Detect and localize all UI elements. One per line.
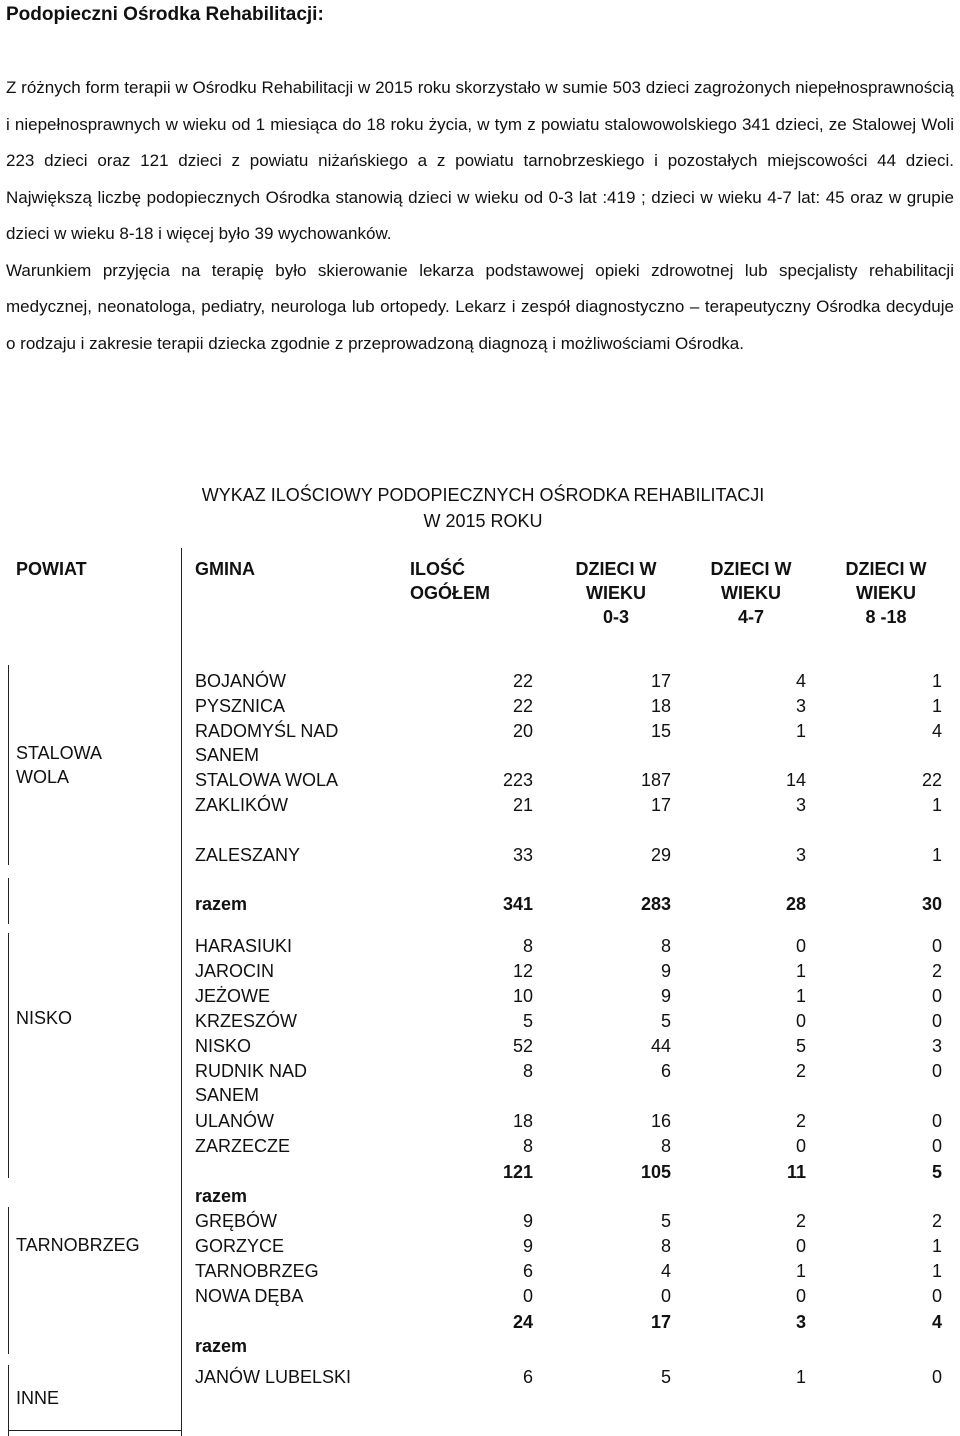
cell-age-0-3: 9 — [660, 986, 671, 1006]
cell-age-8-18: 0 — [931, 1011, 942, 1031]
header-age-0-3-line-1: DZIECI W — [575, 559, 657, 579]
cell-age-8-18: 1 — [931, 1261, 942, 1281]
cell-total: 9 — [522, 1211, 533, 1231]
header-age-0-3 — [556, 557, 676, 629]
sum-age-8-18: 4 — [931, 1312, 942, 1332]
header-age-0-3-line-3: 0-3 — [602, 607, 629, 627]
body-text — [6, 70, 954, 362]
cell-age-4-7: 1 — [795, 721, 806, 741]
sum-age-0-3: 283 — [640, 894, 671, 914]
paragraph-2: Warunkiem przyjęcia na terapię było skierowanie lekarza podstawowej opieki zdrowotnej lub specjalisty rehabilitacji medycznej, neonatologa, pediatry, neurologa lub ortopedy. Lekarz i zespół diagnostyczno – terapeutyczny Ośrodka decyduje o rodzaju i zakresie terapii dziecka zgodnie z przeprowadzoną diagnozą i możliwościami Ośrodka. — [6, 260, 954, 353]
cell-age-0-3: 9 — [660, 961, 671, 981]
bottom-border — [8, 1430, 182, 1431]
header-ilosc-line-1: ILOŚĆ — [410, 559, 466, 579]
header-age-8-18-line-2: WIEKU — [856, 583, 916, 603]
cell-total: 9 — [522, 1236, 533, 1256]
cell-age-4-7: 3 — [795, 795, 806, 815]
header-gmina: GMINA — [195, 559, 255, 579]
table-title-line-1: WYKAZ ILOŚCIOWY PODOPIECZNYCH OŚRODKA REHABILITACJI — [201, 485, 765, 505]
sum-age-8-18: 30 — [921, 894, 942, 914]
cell-age-4-7: 3 — [795, 696, 806, 716]
cell-age-8-18: 1 — [931, 696, 942, 716]
cell-total: 5 — [522, 1011, 533, 1031]
cell-age-0-3: 15 — [650, 721, 671, 741]
sum-age-0-3: 17 — [650, 1312, 671, 1332]
cell-age-0-3: 17 — [650, 795, 671, 815]
header-age-4-7-line-1: DZIECI W — [710, 559, 792, 579]
sum-label: razem — [195, 894, 248, 914]
cell-age-0-3: 44 — [650, 1036, 671, 1056]
cell-age-0-3: 17 — [650, 671, 671, 691]
cell-age-8-18: 2 — [931, 961, 942, 981]
gmina-name: ZARZECZE — [195, 1136, 291, 1156]
cell-age-0-3: 4 — [660, 1261, 671, 1281]
header-age-8-18-line-1: DZIECI W — [845, 559, 927, 579]
sum-total: 121 — [502, 1162, 533, 1182]
cell-age-8-18: 1 — [931, 795, 942, 815]
cell-age-4-7: 5 — [795, 1036, 806, 1056]
cell-age-4-7: 0 — [795, 1136, 806, 1156]
gmina-name: ZALESZANY — [195, 845, 301, 865]
gmina-name: RUDNIK NAD — [195, 1061, 308, 1081]
cell-total: 20 — [512, 721, 533, 741]
cell-age-4-7: 1 — [795, 1367, 806, 1387]
powiat-stalowa-wola — [16, 741, 181, 789]
paragraph-1: Z różnych form terapii w Ośrodku Rehabilitacji w 2015 roku skorzystało w sumie 503 dzieci zagrożonych niepełnosprawnością i niepełnosprawnych w wieku od 1 miesiąca do 18 roku życia, w tym z powiatu stalowowolskiego 341 dzieci, ze Stalowej Woli 223 dzieci oraz 121 dzieci z powiatu niżańskiego a z powiatu tarnobrzeskiego i pozostałych miejscowości 44 dzieci. Największą liczbę podopiecznych Ośrodka stanowią dzieci w wieku od 0-3 lat :419 ; dzieci w wieku 4-7 lat: 45 oraz w grupie dzieci w wieku 8-18 i więcej było 39 wychowanków. — [6, 78, 954, 243]
cell-age-0-3: 8 — [660, 1136, 671, 1156]
table-title-line-2: W 2015 ROKU — [423, 511, 543, 531]
cell-age-0-3: 5 — [660, 1367, 671, 1387]
cell-age-4-7: 4 — [795, 671, 806, 691]
cell-age-8-18: 1 — [931, 671, 942, 691]
cell-age-8-18: 0 — [931, 936, 942, 956]
cell-total: 6 — [522, 1261, 533, 1281]
gmina-name: JAROCIN — [195, 961, 275, 981]
cell-total: 22 — [512, 696, 533, 716]
gmina-name: NISKO — [195, 1036, 252, 1056]
left-border-inne — [8, 1365, 9, 1436]
powiat-tarnobrzeg: TARNOBRZEG — [16, 1235, 140, 1255]
cell-age-0-3: 8 — [660, 1236, 671, 1256]
cell-total: 8 — [522, 936, 533, 956]
cell-total: 18 — [512, 1111, 533, 1131]
cell-age-4-7: 2 — [795, 1211, 806, 1231]
header-ilosc — [410, 557, 490, 605]
cell-total: 8 — [522, 1136, 533, 1156]
cell-age-4-7: 3 — [795, 845, 806, 865]
left-border-stalowa-razem — [8, 878, 9, 924]
gmina-name: HARASIUKI — [195, 936, 293, 956]
header-age-0-3-line-2: WIEKU — [586, 583, 646, 603]
cell-total: 223 — [502, 770, 533, 790]
header-ilosc-line-2: OGÓŁEM — [410, 583, 490, 603]
cell-total: 21 — [512, 795, 533, 815]
cell-age-4-7: 0 — [795, 1286, 806, 1306]
cell-total: 33 — [512, 845, 533, 865]
left-border-nisko — [8, 933, 9, 1178]
cell-age-0-3: 8 — [660, 936, 671, 956]
cell-total: 52 — [512, 1036, 533, 1056]
cell-age-8-18: 22 — [921, 770, 942, 790]
cell-age-8-18: 0 — [931, 1061, 942, 1081]
gmina-name: JANÓW LUBELSKI — [195, 1367, 352, 1387]
gmina-name: PYSZNICA — [195, 696, 286, 716]
cell-age-4-7: 0 — [795, 936, 806, 956]
sum-label: razem — [195, 1186, 248, 1206]
cell-age-4-7: 14 — [785, 770, 806, 790]
sum-label: razem — [195, 1336, 248, 1356]
cell-age-4-7: 2 — [795, 1061, 806, 1081]
header-powiat: POWIAT — [16, 559, 87, 579]
cell-age-4-7: 1 — [795, 1261, 806, 1281]
gmina-name: GRĘBÓW — [195, 1211, 278, 1231]
cell-age-8-18: 0 — [931, 1286, 942, 1306]
cell-age-0-3: 18 — [650, 696, 671, 716]
cell-age-4-7: 1 — [795, 986, 806, 1006]
header-age-4-7 — [691, 557, 811, 629]
cell-age-8-18: 2 — [931, 1211, 942, 1231]
header-age-4-7-line-2: WIEKU — [721, 583, 781, 603]
cell-age-4-7: 2 — [795, 1111, 806, 1131]
cell-age-8-18: 0 — [931, 1367, 942, 1387]
column-divider — [181, 548, 182, 1436]
cell-total: 6 — [522, 1367, 533, 1387]
gmina-name-line-2: SANEM — [195, 745, 260, 765]
gmina-name: RADOMYŚL NAD — [195, 721, 339, 741]
sum-age-4-7: 28 — [785, 894, 806, 914]
cell-age-8-18: 1 — [931, 845, 942, 865]
gmina-name: TARNOBRZEG — [195, 1261, 319, 1281]
gmina-name-line-2: SANEM — [195, 1085, 260, 1105]
sum-age-4-7: 3 — [795, 1312, 806, 1332]
cell-age-4-7: 0 — [795, 1011, 806, 1031]
cell-age-8-18: 0 — [931, 1111, 942, 1131]
cell-age-0-3: 5 — [660, 1011, 671, 1031]
sum-age-8-18: 5 — [931, 1162, 942, 1182]
cell-total: 8 — [522, 1061, 533, 1081]
powiat-stalowa-wola-line-2: WOLA — [16, 767, 70, 787]
gmina-name: JEŻOWE — [195, 986, 270, 1006]
cell-age-8-18: 0 — [931, 1136, 942, 1156]
cell-total: 22 — [512, 671, 533, 691]
cell-age-8-18: 4 — [931, 721, 942, 741]
cell-age-0-3: 5 — [660, 1211, 671, 1231]
sum-total: 341 — [502, 894, 533, 914]
gmina-name: GORZYCE — [195, 1236, 285, 1256]
cell-total: 12 — [512, 961, 533, 981]
powiat-inne: INNE — [16, 1388, 60, 1408]
gmina-name: ULANÓW — [195, 1111, 275, 1131]
cell-age-4-7: 1 — [795, 961, 806, 981]
cell-total: 10 — [512, 986, 533, 1006]
powiat-stalowa-wola-line-1: STALOWA — [16, 743, 103, 763]
header-age-8-18-line-3: 8 -18 — [865, 607, 907, 627]
cell-age-0-3: 16 — [650, 1111, 671, 1131]
cell-age-0-3: 29 — [650, 845, 671, 865]
header-age-8-18 — [826, 557, 946, 629]
gmina-name: KRZESZÓW — [195, 1011, 297, 1031]
gmina-name: ZAKLIKÓW — [195, 795, 289, 815]
page-heading: Podopieczni Ośrodka Rehabilitacji: — [6, 4, 324, 25]
gmina-name: NOWA DĘBA — [195, 1286, 304, 1306]
cell-age-0-3: 0 — [660, 1286, 671, 1306]
cell-age-0-3: 187 — [640, 770, 671, 790]
cell-age-8-18: 0 — [931, 986, 942, 1006]
left-border-tarnobrzeg — [8, 1207, 9, 1354]
cell-age-8-18: 3 — [931, 1036, 942, 1056]
gmina-name: BOJANÓW — [195, 671, 287, 691]
sum-age-4-7: 11 — [786, 1162, 806, 1182]
cell-age-8-18: 1 — [931, 1236, 942, 1256]
sum-total: 24 — [512, 1312, 533, 1332]
cell-age-0-3: 6 — [660, 1061, 671, 1081]
header-age-4-7-line-3: 4-7 — [737, 607, 764, 627]
cell-age-4-7: 0 — [795, 1236, 806, 1256]
left-border-stalowa — [8, 665, 9, 865]
cell-total: 0 — [522, 1286, 533, 1306]
powiat-nisko: NISKO — [16, 1008, 73, 1028]
gmina-name: STALOWA WOLA — [195, 770, 339, 790]
sum-age-0-3: 105 — [640, 1162, 671, 1182]
